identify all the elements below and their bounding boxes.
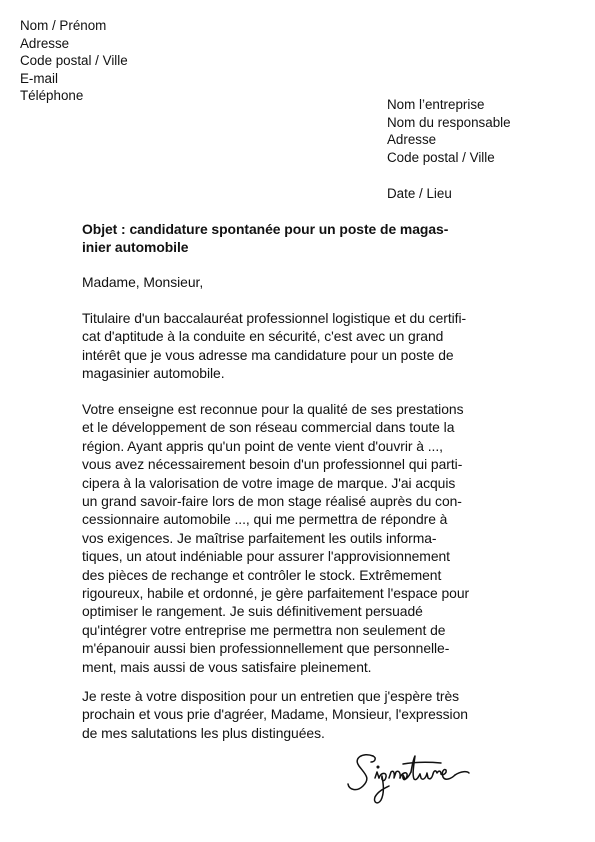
paragraph-closing bbox=[82, 687, 522, 742]
date-place: Date / Lieu bbox=[387, 186, 452, 201]
paragraph-line: prochain et vous prie d'agréer, Madame, Monsieur, l'expression bbox=[82, 706, 468, 723]
paragraph-line: des pièces de rechange et contrôler le stock. Extrêmement bbox=[82, 566, 442, 583]
recipient-company: Nom l’entreprise bbox=[387, 97, 485, 112]
sender-address: Adresse bbox=[20, 35, 70, 51]
paragraph-line: région. Ayant appris qu'un point de vente vient d'ouvrir à ..., bbox=[82, 437, 443, 454]
subject-line-2: inier automobile bbox=[82, 239, 189, 256]
sender-block bbox=[20, 17, 128, 105]
paragraph-intro bbox=[82, 309, 522, 383]
subject-line bbox=[82, 220, 522, 257]
paragraph-line: de mes salutations les plus distinguées. bbox=[82, 724, 325, 741]
paragraph-line: Votre enseigne est reconnue pour la qualité de ses prestations bbox=[82, 401, 464, 417]
salutation: Madame, Monsieur, bbox=[82, 274, 204, 290]
paragraph-line: optimiser le rangement. Je suis définitivement persuadé bbox=[82, 603, 423, 620]
subject-line-1: Objet : candidature spontanée pour un poste de magas- bbox=[82, 221, 449, 237]
paragraph-motivation bbox=[82, 400, 522, 676]
paragraph-line: m'épanouir aussi bien professionnellement que personnelle- bbox=[82, 640, 450, 657]
sender-email: E-mail bbox=[20, 70, 58, 86]
paragraph-line: ment, mais aussi de vous satisfaire pleinement. bbox=[82, 658, 372, 675]
recipient-postal-city: Code postal / Ville bbox=[387, 149, 495, 165]
recipient-address: Adresse bbox=[387, 132, 437, 147]
recipient-block bbox=[387, 96, 511, 166]
paragraph-line: un grand savoir-faire lors de mon stage réalisé auprès du con- bbox=[82, 493, 462, 510]
paragraph-line: cat d'aptitude à la conduite en sécurité, c'est avec un grand bbox=[82, 328, 444, 345]
paragraph-line: rigoureux, habile et ordonné, je gère parfaitement l'espace pour bbox=[82, 585, 470, 602]
paragraph-line: vos exigences. Je maîtrise parfaitement les outils informa- bbox=[82, 529, 437, 546]
paragraph-line: Je reste à votre disposition pour un entretien que j'espère très bbox=[82, 688, 460, 704]
recipient-manager: Nom du responsable bbox=[387, 114, 511, 130]
paragraph-line: vous avez nécessairement besoin d'un professionnel qui parti- bbox=[82, 456, 463, 473]
signature-icon bbox=[345, 748, 495, 808]
paragraph-line: et le développement de son réseau commercial dans toute la bbox=[82, 419, 455, 436]
paragraph-line: cipera à la valorisation de votre image de marque. J'ai acquis bbox=[82, 474, 456, 491]
paragraph-line: intérêt que je vous adresse ma candidature pour un poste de bbox=[82, 346, 454, 363]
sender-name: Nom / Prénom bbox=[20, 18, 107, 33]
sender-phone: Téléphone bbox=[20, 88, 84, 103]
paragraph-line: tiques, un atout indéniable pour assurer l'approvisionnement bbox=[82, 548, 450, 565]
paragraph-line: cessionnaire automobile ..., qui me permettra de répondre à bbox=[82, 511, 448, 528]
paragraph-line: qu'intégrer votre entreprise me permettra non seulement de bbox=[82, 621, 446, 638]
paragraph-line: Titulaire d'un baccalauréat professionnel logistique et du certifi- bbox=[82, 310, 467, 326]
sender-postal-city: Code postal / Ville bbox=[20, 53, 128, 68]
paragraph-line: magasinier automobile. bbox=[82, 365, 225, 382]
